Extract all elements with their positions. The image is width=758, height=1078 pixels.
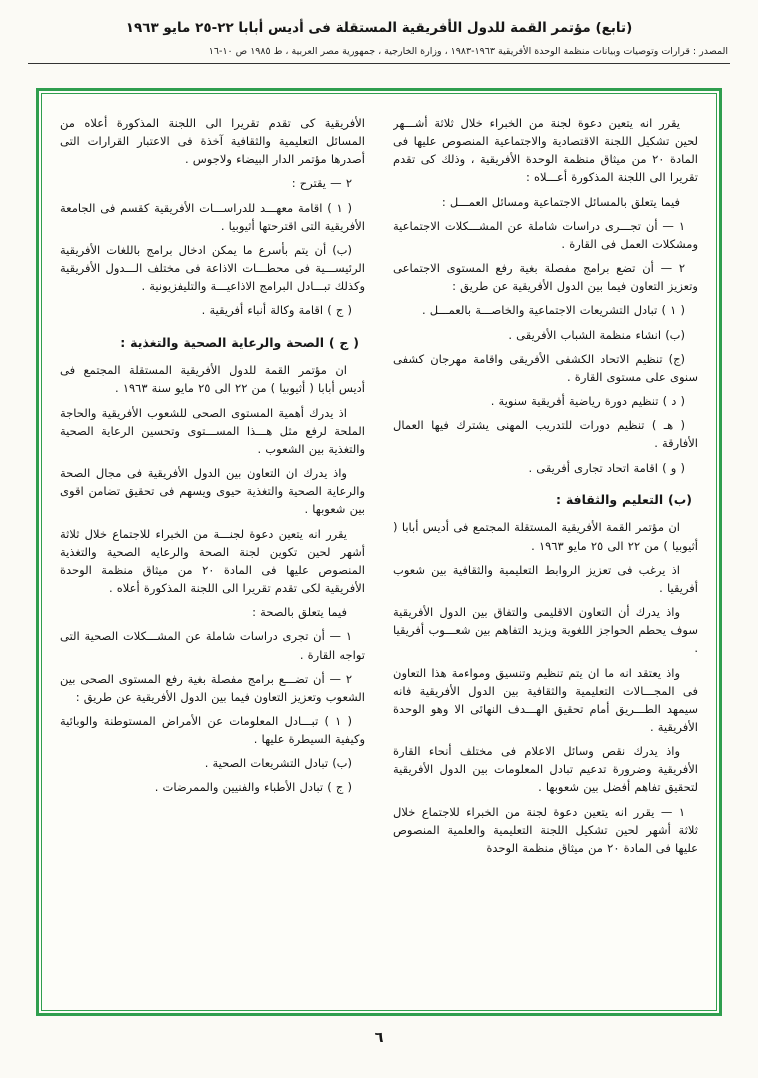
source-line: المصدر : قرارات وتوصيات وبيانات منظمة الوحدة الأفريقية ١٩٦٣-١٩٨٣ ، وزارة الخارجية ، جمهورية مصر العربية ، ط ١٩٨٥ ص ١٠-١٦ (208, 46, 728, 57)
column-right (393, 108, 698, 1000)
paragraph: ١ — يقرر انه يتعين دعوة لجنة من الخبراء للاجتماع خلال ثلاثة أشهر لحين تشكيل اللجنة التعليمية والعلمية المنصوص عليها فى المادة ٢٠ من ميثاق منظمة الوحدة (393, 804, 698, 855)
paragraph: ( د ) تنظيم دورة رياضية أفريقية سنوية . (490, 394, 685, 409)
paragraph: ان مؤتمر القمة للدول الأفريقية المستقلة المجتمع فى أديس أبابا ( أثيوبيا ) من ٢٢ الى ٢٥ مايو سنة ١٩٦٣ . (60, 363, 365, 396)
paragraph: فيما يتعلق بالصحة : (252, 605, 347, 620)
paragraph: (ب) تبادل التشريعات الصحية . (204, 756, 352, 771)
paragraph: واذ يدرك نقص وسائل الاعلام فى مختلف أنحاء القارة الأفريقية وضرورة تدعيم تبادل المعلومات بين الدول الأفريقية لتحقيق تفاهم أفضل بين شعوبها . (393, 744, 698, 795)
page-title: (تابع) مؤتمر القمة للدول الأفريقية المستقلة فى أديس أبابا ٢٢-٢٥ مايو ١٩٦٣ (125, 20, 633, 36)
page-header (16, 20, 742, 64)
paragraph: (ب) انشاء منظمة الشباب الأفريقى . (508, 327, 685, 342)
paragraph: واذ يدرك أن التعاون الاقليمى والتفاق بين الدول الأفريقية سوف يحطم الحواجز اللغوية ويزيد التفاهم بين شعـــوب أفريقيا . (393, 605, 698, 656)
paragraph: يقرر انه يتعين دعوة لجنة من الخبراء خلال ثلاثة أشـــهر لحين تشكيل اللجنة الاقتصادية والاجتماعية المنصوص عليها فى المادة ٢٠ من ميثاق منظمة الوحدة الأفريقية ، وذلك كى تقدم تقريرا الى اللجنة المذكورة أعـــلاه : (393, 116, 698, 185)
section-heading: (ب) التعليم والثقافة : (556, 491, 692, 507)
paragraph: ١ — أن تجـــرى دراسات شاملة عن المشـــكلات الاجتماعية ومشكلات العمل فى القارة . (393, 218, 698, 251)
paragraph: ان مؤتمر القمة الأفريقية المستقلة المجتمع فى أديس أبابا ( أثيوبيا ) من ٢٢ الى ٢٥ مايو ١٩٦٣ . (393, 520, 698, 553)
paragraph: ( و ) اقامة اتحاد تجارى أفريقى . (528, 460, 685, 475)
section-heading: ( ج ) الصحة والرعاية الصحية والتغذية : (120, 334, 359, 350)
paragraph: ( ١ ) تبـــادل المعلومات عن الأمراض المستوطنة والوبائية وكيفية السيطرة عليها . (60, 713, 365, 747)
paragraph: اذ يرغب فى تعزيز الروابط التعليمية والثقافية بين شعوب أفريقيا . (393, 562, 698, 595)
page-number: ٦ (374, 1030, 384, 1046)
paragraph: واذ يعتقد انه ما ان يتم تنظيم وتنسيق ومواءمة هذا التعاون فى المجـــالات التعليمية والثقافية بين الدول الأفريقية فانه سيمهد الطـــريق أمام تحقيق الهـــدف النهائى الا وهو الوحدة الأفريقية . (393, 665, 698, 734)
paragraph: يقرر انه يتعين دعوة لجنـــة من الخبراء للاجتماع خلال ثلاثة أشهر لحين تكوين لجنة الصحة والرعايه الصحية والتغذية المنصوص عليها فى المادة ٢٠ من ميثاق منظمة الوحدة الأفريقية لكى تقدم تقريرا الى اللجنة المذكورة أعلاه . (60, 526, 365, 596)
paragraph: اذ يدرك أهمية المستوى الصحى للشعوب الأفريقية والحاجة الملحة لرفع مثل هـــذا المســـتوى وتحسين الرعاية الصحية والتغذية بين الشعوب . (60, 405, 365, 456)
text-columns (60, 108, 698, 1000)
paragraph: ٢ — أن تضع برامج مفصلة بغية رفع المستوى الاجتماعى وتعزيز التعاون فيما بين الدول الأفريقية عن طريق : (393, 261, 698, 294)
paragraph: ( ١ ) اقامة معهـــد للدراســـات الأفريقية كقسم فى الجامعة الأفريقية التى اقترحتها أثيوبيا . (60, 200, 365, 233)
content-frame-inner (41, 93, 717, 1011)
paragraph: واذ يدرك ان التعاون بين الدول الأفريقية فى مجال الصحة والرعاية الصحية والتغذية حيوى ويسهم فى تحقيق تضامن اقوى بين شعوبها . (60, 466, 365, 517)
paragraph: ١ — أن تجرى دراسات شاملة عن المشـــكلات الصحية التى تواجه القارة . (60, 629, 365, 662)
paragraph: الأفريقية كى تقدم تقريرا الى اللجنة المذكورة أعلاه من المسائل التعليمية والثقافية آخذة فى الاعتبار القرارات التى أصدرها مؤتمر الدار البيضاء ولاجوس . (60, 116, 365, 167)
page-footer (16, 1027, 742, 1046)
paragraph: ( ج ) تبادل الأطباء والفنيين والممرضات . (154, 780, 352, 795)
paragraph: (ج) تنظيم الاتحاد الكشفى الأفريقى واقامة مهرجان كشفى سنوى على مستوى القارة . (393, 351, 698, 384)
paragraph: ٢ — أن تضـــع برامج مفصلة بغية رفع المستوى الصحى بين الشعوب وتعزيز التعاون فيما بين الدول الأفريقية عن طريق : (60, 671, 365, 704)
paragraph: ( ج ) اقامة وكالة أنباء أفريقية . (201, 303, 352, 318)
paragraph: ٢ — يقترح : (291, 176, 352, 191)
header-divider (28, 63, 730, 64)
paragraph: فيما يتعلق بالمسائل الاجتماعية ومسائل العمـــل : (441, 194, 680, 209)
content-frame-outer (36, 88, 722, 1016)
paragraph: (ب) أن يتم بأسرع ما يمكن ادخال برامج باللغات الأفريقية الرئيســـية فى محطـــات الاذاعة فى مختلف الـــدول الأفريقية وكذلك تبـــادل البرامج الاذاعيـــة والتليفزيونية . (60, 242, 365, 294)
column-left (60, 108, 365, 1000)
paragraph: ( هـ ) تنظيم دورات للتدريب المهنى يشترك فيها العمال الأفارقة . (393, 418, 698, 451)
paragraph: ( ١ ) تبادل التشريعات الاجتماعية والخاصـــة بالعمـــل . (422, 303, 685, 318)
